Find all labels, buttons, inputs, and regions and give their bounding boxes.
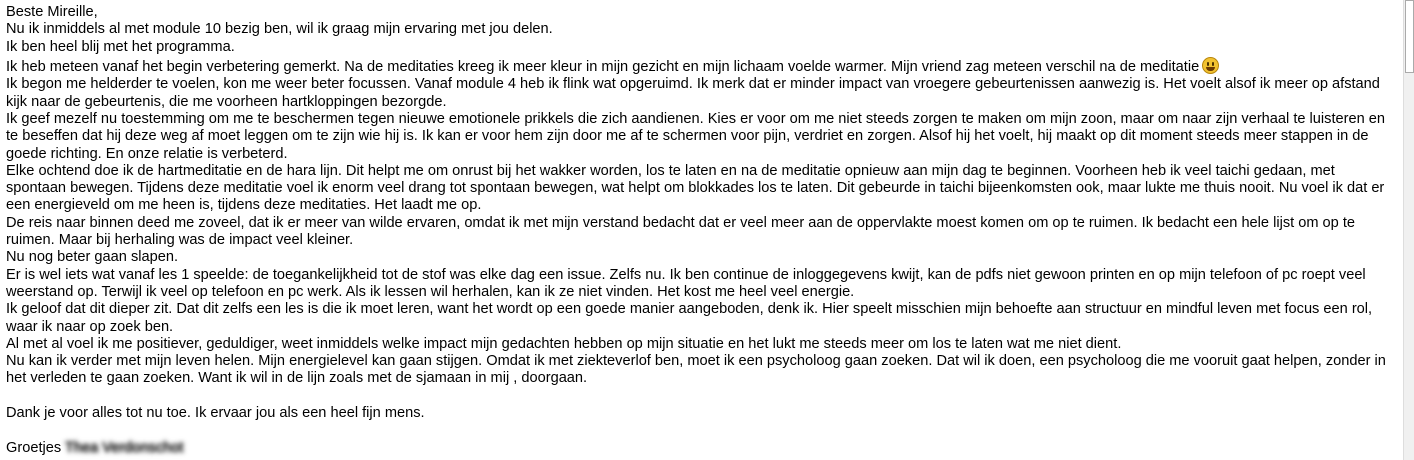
- body-line-text: Ik heb meteen vanaf het begin verbetering gemerkt. Na de meditaties kreeg ik meer kleur in mijn gezicht en mijn lichaam voelde warmer. Mijn vriend zag meteen verschil na de meditatie: [6, 58, 1200, 75]
- blank-line: [6, 422, 1401, 439]
- body-line: Ik ben heel blij met het programma.: [6, 38, 235, 55]
- body-line: Al met al voel ik me positiever, geduldiger, weet inmiddels welke impact mijn gedachten hebben op mijn situatie en het lukt me steeds meer om los te laten wat me niet dient.: [6, 335, 1122, 352]
- body-line: De reis naar binnen deed me zoveel, dat ik er meer van wilde ervaren, omdat ik met mijn verstand bedacht dat er veel meer aan de oppervlakte moest komen om op te ruimen. Ik bedacht een hele lijst om op te: [6, 214, 1356, 231]
- body-line: een energieveld om me heen is, tijdens deze meditaties. Het laadt me op.: [6, 197, 482, 214]
- signoff: Groetjes: [6, 439, 62, 456]
- blank-line: [6, 388, 1401, 405]
- body-line: spontaan bewegen. Tijdens deze meditatie voel ik enorm veel drang tot spontaan bewegen, wat helpt om blokkades los te laten. Dit gebeurde in taichi bijeenkomsten ook, maar lukte me thuis nooit. Nu voel ik dat er: [6, 180, 1385, 197]
- body-line: het verleden te gaan zoeken. Want ik wil in de lijn zoals met de sjamaan in mij , doorgaan.: [6, 370, 588, 387]
- vertical-scrollbar[interactable]: [1403, 0, 1414, 460]
- signoff-line: [6, 440, 1401, 457]
- body-line: Er is wel iets wat vanaf les 1 speelde: de toegankelijkheid tot de stof was elke dag een issue. Zelfs nu. Ik ben continue de inloggegevens kwijt, kan de pdfs niet gewoon printen en op mijn telefoon of pc roept veel: [6, 266, 1366, 283]
- smiley-emoji-icon: [1202, 57, 1219, 74]
- body-line: Ik begon me helderder te voelen, kon me weer beter focussen. Vanaf module 4 heb ik flink wat opgeruimd. Ik merk dat er minder impact van vroegere gebeurtenissen aanwezig is. Het voelt alsof ik meer op afstand: [6, 76, 1380, 93]
- body-line: waar ik naar op zoek ben.: [6, 318, 174, 335]
- body-line: Nu nog beter gaan slapen.: [6, 249, 179, 266]
- body-line: Elke ochtend doe ik de hartmeditatie en de hara lijn. Dit helpt me om onrust bij het wakker worden, los te laten en na de meditatie opnieuw aan mijn dag te beginnen. Voorheen heb ik veel taichi gedaan, met: [6, 162, 1335, 179]
- body-line: Ik geef mezelf nu toestemming om me te beschermen tegen nieuwe emotionele prikkels die zich aandienen. Kies er voor om me niet steeds zorgen te maken om mijn zoon, maar om naar zijn verhaal te luisteren en: [6, 110, 1386, 127]
- thanks-line: Dank je voor alles tot nu toe. Ik ervaar jou als een heel fijn mens.: [6, 405, 425, 422]
- body-line: goede richting. En onze relatie is verbeterd.: [6, 145, 288, 162]
- body-line: [6, 56, 1401, 77]
- greeting: Beste Mireille,: [6, 4, 98, 20]
- body-line: kijk naar de gebeurtenis, die me voorheen hartkloppingen bezorgde.: [6, 93, 447, 110]
- body-line: ruimen. Maar bij herhaling was de impact veel kleiner.: [6, 232, 354, 249]
- body-line: Ik geloof dat dit dieper zit. Dat dit zelfs een les is die ik moet leren, want het wordt op een goede manier aangeboden, denk ik. Hier speelt misschien mijn behoefte aan structuur en mindful leven met focus een rol,: [6, 301, 1373, 318]
- body-line: te beseffen dat hij deze weg af moet leggen om te zijn wie hij is. Ik kan er voor hem zijn door me af te schermen voor pijn, verdriet en zorgen. Alsof hij het voelt, hij maakt op dit moment steeds meer stappen in de: [6, 128, 1369, 145]
- redacted-signature: Thea Verdonschot: [64, 439, 184, 456]
- body-line: Nu kan ik verder met mijn leven helen. Mijn energielevel kan gaan stijgen. Omdat ik met ziekteverlof ben, moet ik een psycholoog gaan zoeken. Dat wil ik doen, een psycholoog die me vooruit gaat helpen, zonder in: [6, 353, 1386, 370]
- scrollbar-thumb[interactable]: [1405, 0, 1414, 73]
- body-line: Nu ik inmiddels al met module 10 bezig ben, wil ik graag mijn ervaring met jou delen.: [6, 21, 553, 38]
- email-body: [6, 4, 1401, 457]
- body-line: weerstand op. Terwijl ik veel op telefoon en pc werk. Als ik lessen wil herhalen, kan ik ze niet vinden. Het kost me heel veel energie.: [6, 283, 855, 300]
